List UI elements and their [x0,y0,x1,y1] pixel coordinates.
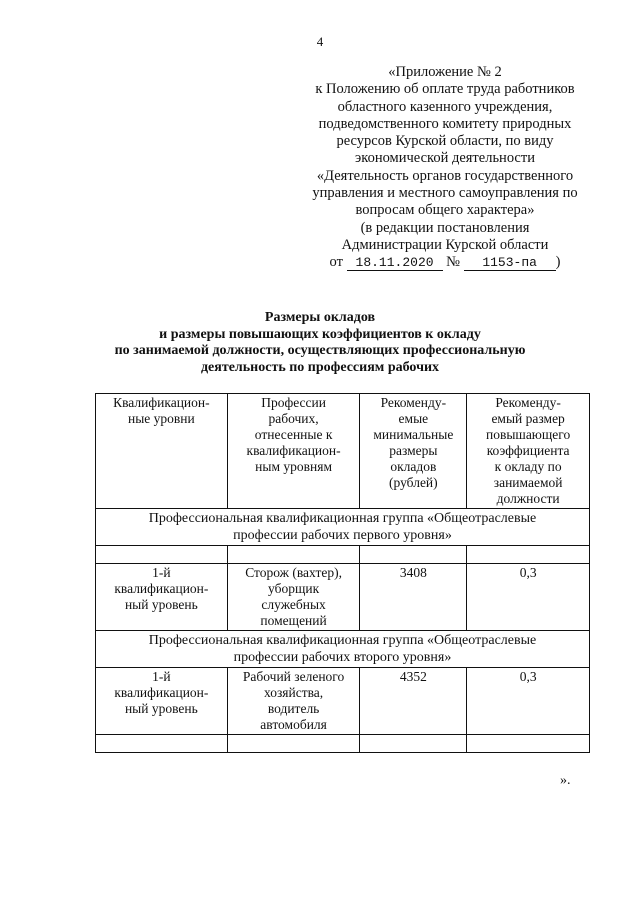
appendix-line: ресурсов Курской области, по виду [336,133,554,150]
salary-table [95,393,590,753]
number-label: № [446,254,461,271]
table-row [96,564,590,631]
blank-row [96,546,590,564]
document-title [0,310,640,376]
header-text: Квалификацион- ные уровни [113,395,210,426]
appendix-line: вопросам общего характера» [355,202,535,219]
appendix-line: подведомственного комитету природных [318,115,572,132]
appendix-line: экономической деятельности [355,150,535,167]
appendix-line: Администрации Курской области [341,236,549,253]
table-row [96,668,590,735]
table-header-row [96,394,590,509]
appendix-line: управления и местного самоуправления по [312,185,578,202]
header-text: Рекоменду- емый размер повышающего коэффициента к окладу по занимаемой должности [486,395,571,506]
coefficient-cell [467,668,590,735]
resolution-number: 1153-па [464,256,556,271]
header-cell [360,394,467,509]
appendix-header [295,64,595,272]
title-line: Размеры окладов [264,310,376,325]
qualification-level-cell [96,668,228,735]
title-line: деятельность по профессиям рабочих [200,359,440,375]
page-number: 4 [316,34,324,49]
title-line: по занимаемой должности, осуществляющих профессиональную [114,343,526,358]
resolution-date: 18.11.2020 [347,256,443,271]
group-title-row [96,509,590,546]
group-title-text: Профессиональная квалификационная группа «Общеотраслевые профессии рабочих второго уровня» [148,633,537,665]
closing-quote: ». [560,773,571,788]
resolution-signature [295,254,595,271]
appendix-line: областного казенного учреждения, [337,98,553,115]
salary: 3408 [399,565,427,580]
title-line: и размеры повышающих коэффициентов к окладу [159,326,481,342]
header-cell [467,394,590,509]
group-title [96,509,590,546]
qualification-level-cell [96,564,228,631]
appendix-line: (в редакции постановления [360,219,530,236]
profession: Рабочий зеленого хозяйства, водитель автомобиля [242,669,345,732]
coefficient: 0,3 [519,565,537,580]
profession-cell [227,668,360,735]
appendix-line: «Деятельность органов государственного [316,167,574,184]
profession-cell [227,564,360,631]
group-title-text: Профессиональная квалификационная группа «Общеотраслевые профессии рабочих первого уровня» [148,511,537,543]
appendix-line: «Приложение № 2 [388,64,502,80]
group-title-row [96,631,590,668]
coefficient: 0,3 [519,669,537,684]
coefficient-cell [467,564,590,631]
header-cell [96,394,228,509]
blank-row [96,735,590,753]
closing-paren: ) [555,254,561,271]
qualification-level: 1-й квалификацион- ный уровень [114,669,209,716]
header-text: Рекоменду- емые минимальные размеры окладов (рублей) [373,395,454,490]
salary-cell [360,668,467,735]
header-cell [227,394,360,509]
appendix-line: к Положению об оплате труда работников [315,81,575,98]
group-title [96,631,590,668]
from-label: от [329,254,343,271]
salary-cell [360,564,467,631]
profession: Сторож (вахтер), уборщик служебных помещений [245,565,342,628]
header-text: Профессии рабочих, отнесенные к квалификацион- ным уровням [246,395,341,474]
salary: 4352 [399,669,427,684]
qualification-level: 1-й квалификацион- ный уровень [114,565,209,612]
